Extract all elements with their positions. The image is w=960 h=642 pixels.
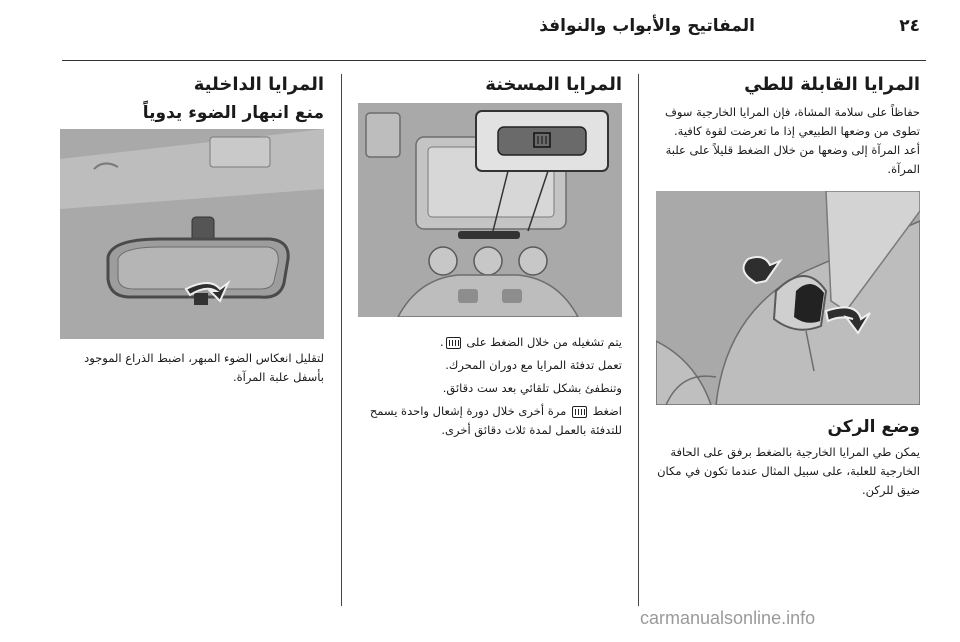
exterior-mirror-illustration [656, 191, 920, 405]
heated-mirrors-repeat [358, 402, 622, 440]
page-header [0, 0, 960, 58]
interior-mirror-figure [60, 129, 324, 339]
heated-mirrors-line1: يتم تشغيله من خلال الضغط على [466, 335, 622, 349]
column-folding-mirrors [656, 70, 920, 500]
heated-mirror-icon [446, 337, 461, 349]
section-title-interior-mirrors: المرايا الداخلية [193, 74, 324, 95]
heated-mirrors-line3: وتنطفئ بشكل تلقائي بعد ست دقائق. [442, 381, 622, 395]
header-title: المفاتيح والأبواب والنوافذ [539, 16, 755, 36]
section-title-folding-mirrors: المرايا القابلة للطي [744, 74, 920, 95]
column-divider-left [341, 74, 342, 606]
header-rule [62, 60, 926, 61]
heated-mirrors-line4-pre: اضغط [592, 404, 622, 418]
heated-mirrors-line4-post: مرة أخرى خلال دورة إشعال واحدة يسمح للتدفئة بالعمل لمدة ثلاث دقائق أخرى. [369, 404, 622, 437]
antidazzle-text: لتقليل انعكاس الضوء المبهر، اضبط الذراع الموجود بأسفل علبة المرآة. [84, 351, 324, 384]
heated-mirror-icon-inline [572, 406, 587, 418]
section-title-parking-position: وضع الركن [827, 417, 920, 437]
parking-position-text: يمكن طي المرايا الخارجية بالضغط برفق على الحافة الخارجية للعلبة، على سبيل المثال عندما تكون في مكان ضيق للركن. [657, 445, 920, 497]
section-title-manual-antidazzle: منع انبهار الضوء يدوياً [142, 103, 324, 123]
heated-mirror-button-figure [358, 103, 622, 317]
column-interior-mirrors [60, 70, 324, 387]
heated-mirrors-line2: تعمل تدفئة المرايا مع دوران المحرك. [445, 358, 622, 372]
page-number: ٢٤ [899, 16, 920, 36]
interior-mirror-illustration [60, 129, 324, 339]
heated-mirrors-activation: يتم تشغيله من خلال الضغط على . [440, 335, 622, 349]
column-heated-mirrors [358, 70, 622, 440]
exterior-mirror-figure [656, 191, 920, 405]
folding-mirrors-intro: حفاظاً على سلامة المشاة، فإن المرايا الخارجية سوف تطوى من وضعها الطبيعي إذا ما تعرضت لقوة كافية. أعد المرآة إلى وضعها من خلال الضغط قليلاً على علبة المرآة. [664, 105, 920, 176]
watermark: carmanualsonline.info [640, 608, 816, 628]
dashboard-illustration [358, 103, 622, 317]
column-divider-right [638, 74, 639, 606]
section-title-heated-mirrors: المرايا المسخنة [485, 74, 622, 95]
